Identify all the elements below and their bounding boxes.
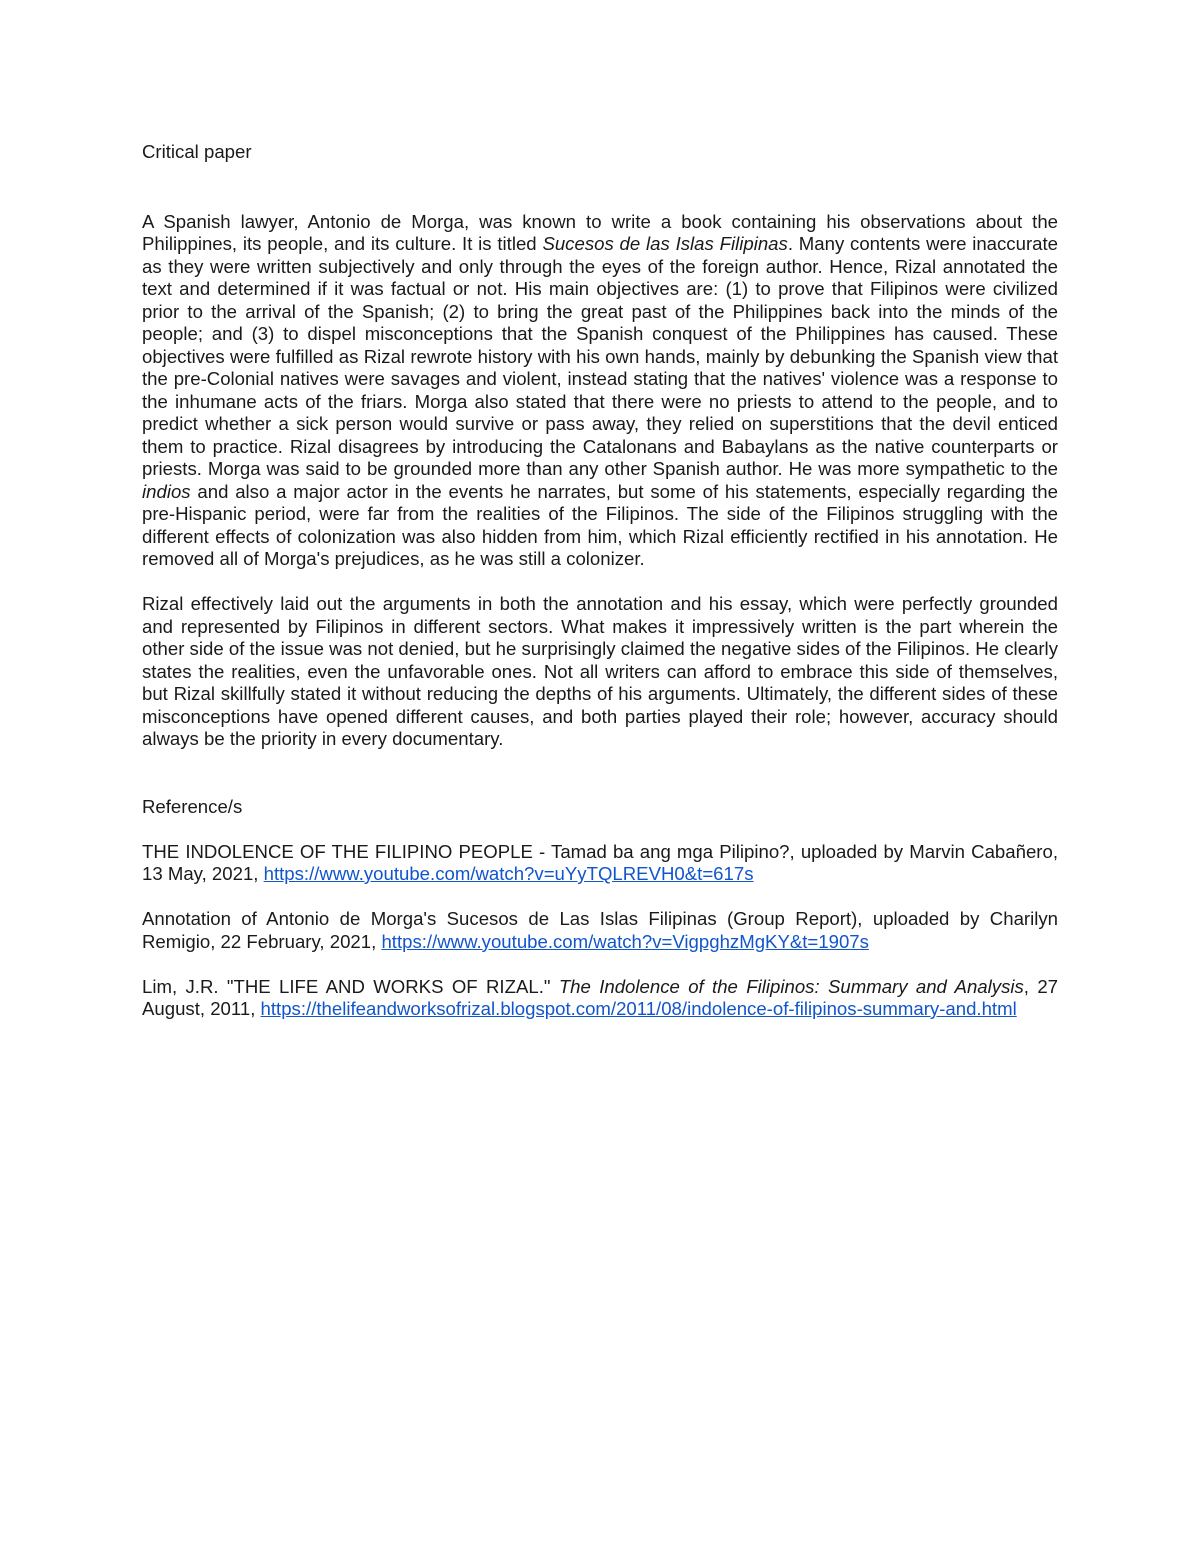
italic-term-indios: indios [142,480,191,502]
reference-3-text-after: , 27 August, 2011, [142,975,1058,1019]
paragraph-1-text-a: A Spanish lawyer, Antonio de Morga, was known to write a book containing his observations about the Philippines, its people, and its culture. It is titled [142,210,1058,254]
reference-1-text: THE INDOLENCE OF THE FILIPINO PEOPLE - Tamad ba ang mga Pilipino?, uploaded by Marvin Cabañero, 13 May, 2021, [142,840,1058,884]
book-title: Sucesos de las Islas Filipinas [542,233,788,254]
document-page [142,141,1058,1043]
reference-item-1 [142,841,1058,886]
paragraph-1-text-c: and also a major actor in the events he narrates, but some of his statements, especially regarding the pre-Hispanic period, were far from the realities of the Filipinos. The side of the Filipinos struggling with the different effects of colonization was also hidden from him, which Rizal efficiently rectified in his annotation. He removed all of Morga's prejudices, as he was still a colonizer. [142,480,1058,569]
reference-3-link[interactable]: https://thelifeandworksofrizal.blogspot.com/2011/08/indolence-of-filipinos-summary-and.html [260,998,1017,1019]
reference-item-3 [142,976,1058,1021]
body-paragraph-2: Rizal effectively laid out the arguments in both the annotation and his essay, which were perfectly grounded and represented by Filipinos in different sectors. What makes it impressively written is the part wherein the other side of the issue was not denied, but he surprisingly claimed the negative sides of the Filipinos. He clearly states the realities, even the unfavorable ones. Not all writers can afford to embrace this side of themselves, but Rizal skillfully stated it without reducing the depths of his arguments. Ultimately, the different sides of these misconceptions have opened different causes, and both parties played their role; however, accuracy should always be the priority in every documentary. [142,593,1058,749]
document-title: Critical paper [142,141,252,162]
reference-3-text: Lim, J.R. "THE LIFE AND WORKS OF RIZAL." [142,975,559,997]
body-paragraph-1 [142,211,1058,571]
reference-2-link[interactable]: https://www.youtube.com/watch?v=VigpghzMgKY&t=1907s [381,930,869,952]
reference-3-italic-title: The Indolence of the Filipinos: Summary and Analysis [558,975,1024,997]
reference-item-2 [142,908,1058,953]
references-heading: Reference/s [142,795,243,817]
reference-2-text: Annotation of Antonio de Morga's Sucesos de Las Islas Filipinas (Group Report), uploaded by Charilyn Remigio, 22 February, 2021, [142,908,1058,952]
paragraph-1-text-b: . Many contents were inaccurate as they were written subjectively and only through the eyes of the foreign author. Hence, Rizal annotated the text and determined if it was factual or not. His main objectives are: (1) to prove that Filipinos were civilized prior to the arrival of the Spanish; (2) to bring the great past of the Philippines back into the minds of the people; and (3) to dispel misconceptions that the Spanish conquest of the Philippines has caused. These objectives were fulfilled as Rizal rewrote history with his own hands, mainly by debunking the Spanish view that the pre-Colonial natives were savages and violent, instead stating that the natives' violence was a response to the inhumane acts of the friars. Morga also stated that there were no priests to attend to the people, and to predict whether a sick person would survive or pass away, they relied on superstitions that the devil enticed them to practice. Rizal disagrees by introducing the Catalonans and Babaylans as the native counterparts or priests. Morga was said to be grounded more than any other Spanish author. He was more sympathetic to the [142,233,1058,479]
reference-1-link[interactable]: https://www.youtube.com/watch?v=uYyTQLREVH0&t=617s [263,863,754,884]
